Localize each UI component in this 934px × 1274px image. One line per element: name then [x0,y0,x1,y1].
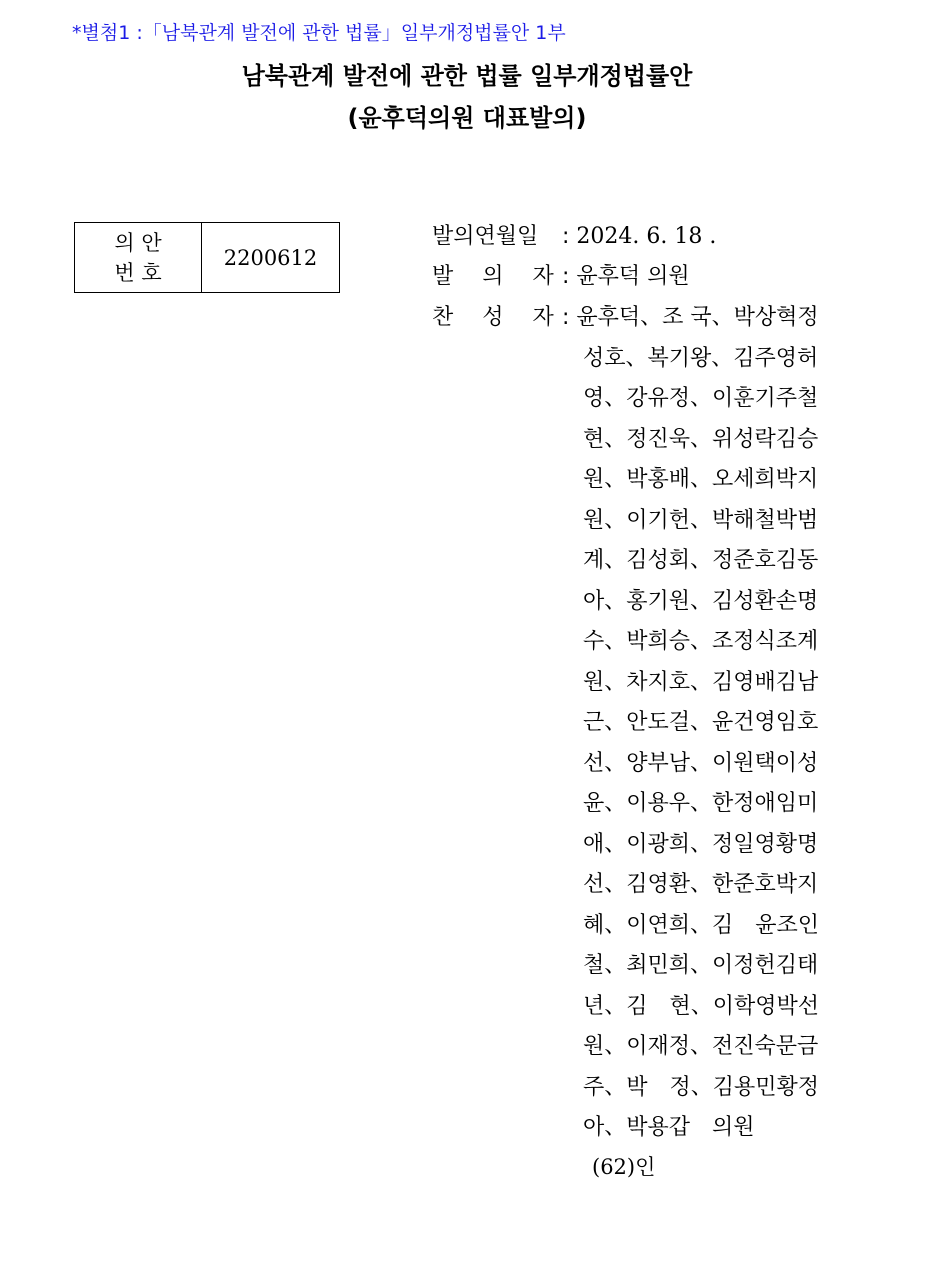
supporters-line: 년、김 현、이학영박선 [583,993,820,1019]
colon: : [562,264,577,289]
colon: : [562,305,577,330]
supporters-line: 선、김영환、한준호박지 [583,872,819,897]
document-title: 남북관계 발전에 관한 법률 일부개정법률안 [241,62,693,90]
supporters-line: 근、안도걸、윤건영임호 [583,710,819,735]
supporters-line: 윤、이용우、한정애임미 [583,791,819,816]
supporters-line: 아、박용갑 의원 [583,1115,755,1140]
bill-number-label-line2: 번 호 [114,260,162,285]
supporters-line: 원、이기헌、박해철박범 [583,507,819,533]
supporters-line: 수、박희승、조정식조계 [583,629,819,654]
supporters-line: 계、김성회、정준호김동 [583,548,819,573]
proposer-label: 발 의 자 [432,264,565,289]
supporters-line: 주、박 정、김용민황정 [583,1074,820,1100]
supporters-label: 찬 성 자 [432,305,565,330]
proposer-value: 윤후덕 의원 [576,264,690,289]
supporters-line: 아、홍기원、김성환손명 [583,588,819,614]
supporters-line-first: 윤후덕、조 국、박상혁정 [576,305,819,330]
supporters-line: 원、이재정、전진숙문금 [583,1034,819,1059]
supporters-line: 영、강유정、이훈기주철 [583,386,819,411]
document-subtitle: (윤후덕의원 대표발의) [347,104,587,132]
attachment-note: *별첨1 :「남북관계 발전에 관한 법률」일부개정법률안 1부 [72,22,566,44]
supporters-line: 원、박홍배、오세희박지 [583,467,819,492]
proposal-date-value: 2024. 6. 18 . [576,224,717,249]
proposal-date-label: 발의연월일 [432,224,539,249]
colon: : [562,224,577,249]
bill-number-table [74,222,340,293]
supporters-line: 원、차지호、김영배김남 [583,669,819,695]
bill-number-label [75,223,202,293]
proposer-row [432,262,690,292]
supporters-list [583,303,843,1154]
supporters-line: 애、이광희、정일영황명 [583,831,819,857]
proposal-date-row [432,222,716,252]
bill-number-label-line1: 의 안 [114,230,162,255]
supporters-line: 현、정진욱、위성락김승 [583,426,819,452]
supporters-line: 혜、이연희、김 윤조인 [583,912,820,938]
supporters-line: 철、최민희、이정헌김태 [583,953,819,978]
supporters-line: 성호、복기왕、김주영허 [583,345,819,371]
bill-number-value: 2200612 [202,223,340,293]
supporters-count: (62)인 [592,1155,656,1179]
supporters-line: 선、양부남、이원택이성 [583,750,819,776]
